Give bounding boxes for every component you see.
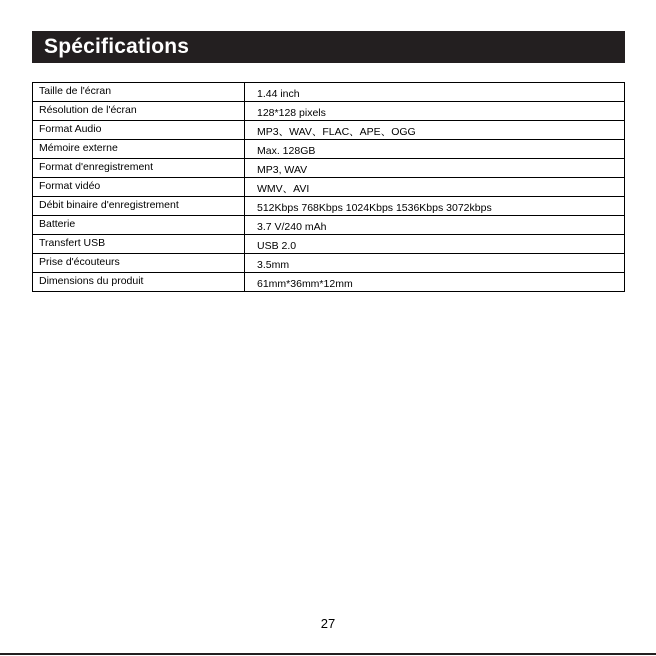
table-row — [33, 235, 625, 254]
spec-label-video-format: Format vidéo — [33, 178, 245, 197]
spec-value-usb-transfer: USB 2.0 — [245, 235, 625, 254]
spec-value-video-format: WMV、AVI — [245, 178, 625, 197]
spec-label-audio-format: Format Audio — [33, 121, 245, 140]
spec-label-recording-bitrate: Débit binaire d'enregistrement — [33, 197, 245, 216]
section-title-bar — [32, 31, 625, 63]
spec-value-screen-resolution: 128*128 pixels — [245, 102, 625, 121]
spec-value-screen-size: 1.44 inch — [245, 83, 625, 102]
table-row — [33, 83, 625, 102]
specifications-table — [32, 82, 625, 292]
spec-label-external-memory: Mémoire externe — [33, 140, 245, 159]
table-row — [33, 273, 625, 292]
table-row — [33, 254, 625, 273]
spec-label-screen-size: Taille de l'écran — [33, 83, 245, 102]
page-number: 27 — [320, 616, 336, 631]
spec-label-battery: Batterie — [33, 216, 245, 235]
spec-label-usb-transfer: Transfert USB — [33, 235, 245, 254]
bottom-divider — [0, 653, 656, 655]
spec-value-recording-bitrate: 512Kbps 768Kbps 1024Kbps 1536Kbps 3072kbps — [245, 197, 625, 216]
table-row — [33, 197, 625, 216]
spec-label-screen-resolution: Résolution de l'écran — [33, 102, 245, 121]
spec-value-recording-format: MP3, WAV — [245, 159, 625, 178]
table-row — [33, 140, 625, 159]
table-row — [33, 216, 625, 235]
spec-value-external-memory: Max. 128GB — [245, 140, 625, 159]
spec-label-product-dimensions: Dimensions du produit — [33, 273, 245, 292]
spec-value-headphone-jack: 3.5mm — [245, 254, 625, 273]
spec-value-audio-format: MP3、WAV、FLAC、APE、OGG — [245, 121, 625, 140]
spec-value-battery: 3.7 V/240 mAh — [245, 216, 625, 235]
spec-label-recording-format: Format d'enregistrement — [33, 159, 245, 178]
table-row — [33, 178, 625, 197]
table-row — [33, 102, 625, 121]
spec-value-product-dimensions: 61mm*36mm*12mm — [245, 273, 625, 292]
spec-label-headphone-jack: Prise d'écouteurs — [33, 254, 245, 273]
table-row — [33, 159, 625, 178]
section-title: Spécifications — [44, 35, 190, 58]
table-row — [33, 121, 625, 140]
